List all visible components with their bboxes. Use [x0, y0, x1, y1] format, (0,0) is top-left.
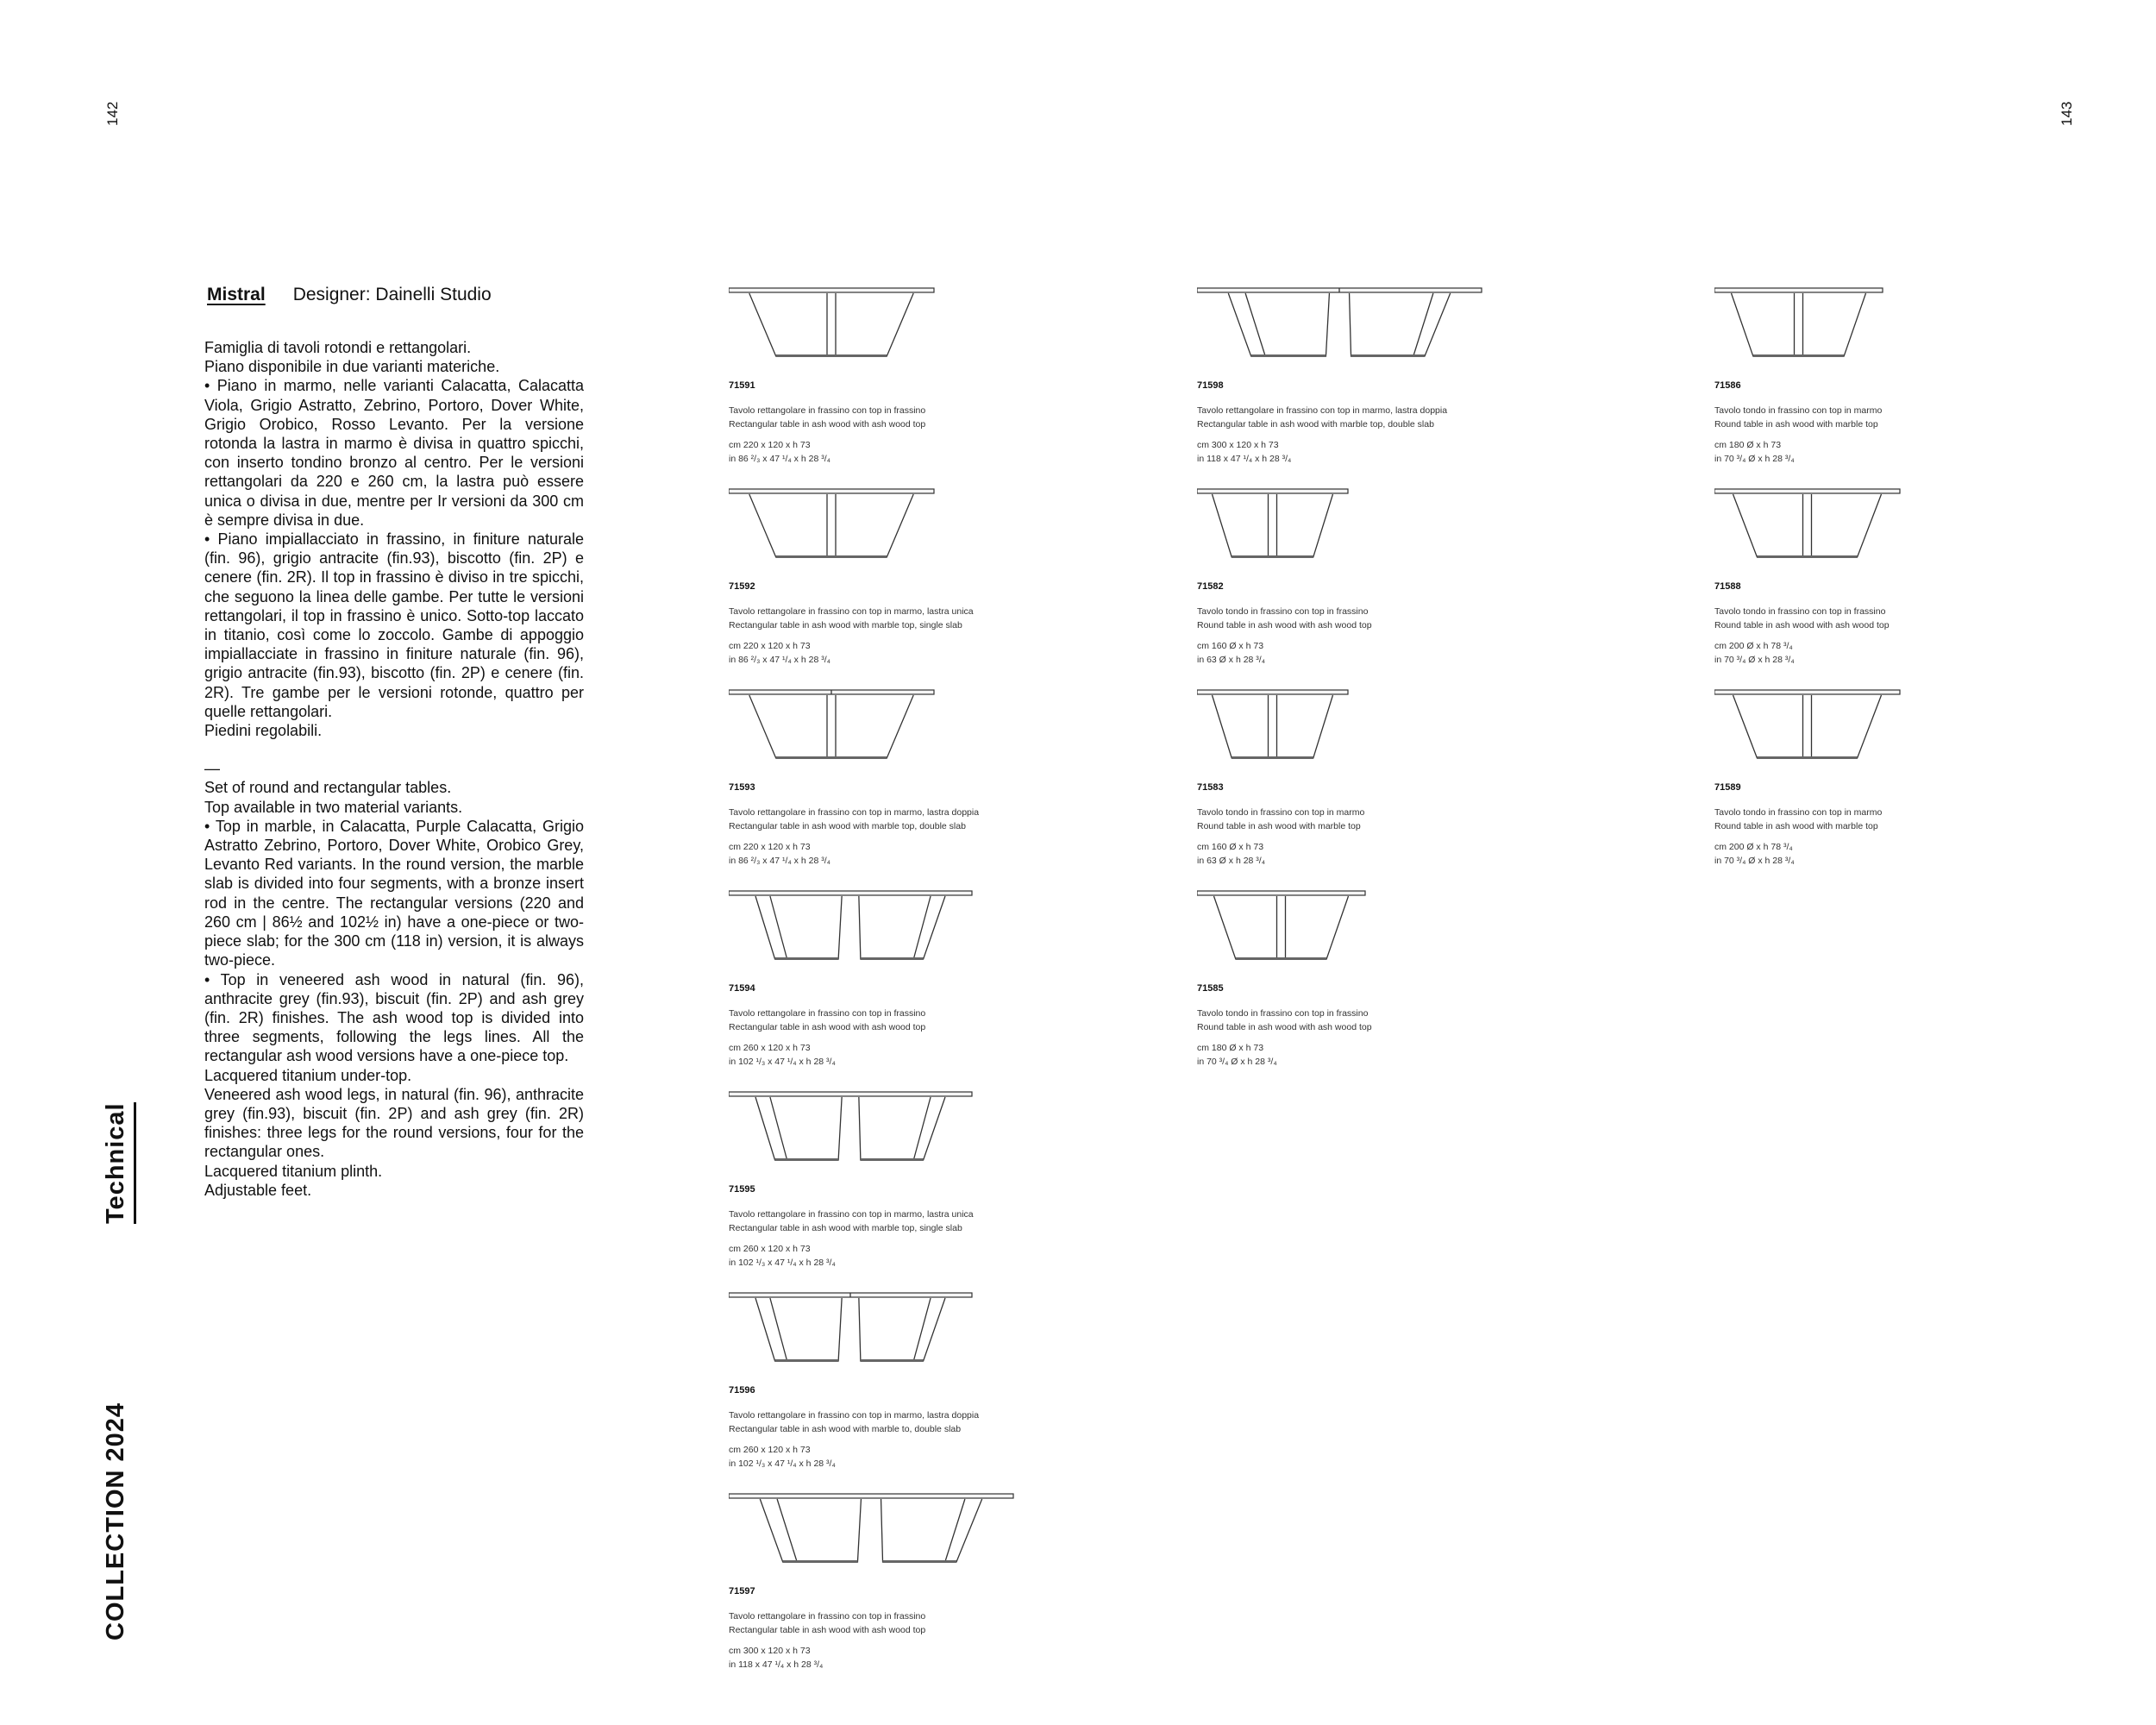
- product-desc-it: Tavolo rettangolare in frassino con top in marmo, lastra doppia: [729, 1410, 980, 1421]
- product-dims-cm: cm 220 x 120 x h 73: [729, 440, 811, 450]
- product-code: 71583: [1197, 782, 1224, 793]
- product-code: 71591: [729, 380, 755, 391]
- product-desc-en: Round table in ash wood with ash wood top: [1197, 620, 1372, 630]
- product-desc-en: Rectangular table in ash wood with ash wood top: [729, 1625, 926, 1635]
- product-item: [729, 488, 1091, 667]
- desc-en-line: Top available in two material variants.: [204, 798, 463, 816]
- table-drawing: [729, 1091, 1091, 1170]
- page-number-right: 143: [2059, 101, 2075, 126]
- product-dims-in: in 63 Ø x h 28 ³/₄: [1197, 856, 1265, 866]
- product-dims-in: in 70 ³/₄ Ø x h 28 ³/₄: [1714, 856, 1795, 866]
- product-dims-cm: cm 180 Ø x h 73: [1197, 1043, 1264, 1053]
- product-code: 71596: [729, 1385, 755, 1396]
- product-dims-in: in 63 Ø x h 28 ³/₄: [1197, 655, 1265, 665]
- desc-it-line: • Piano in marmo, nelle varianti Calacatta, Calacatta Viola, Grigio Astratto, Zebrino, Portoro, Dover White, Grigio Orobico, Rosso Levanto. Per la versione rotonda la lastra in marmo è divisa in quattro spicchi, con inserto tondino bronzo al centro. Per le versioni rettangolari da 220 e 260 cm, la lastra può essere unica o divisa in due, mentre per Ir versioni da 300 cm è sempre divisa in due.: [204, 377, 584, 529]
- table-drawing: [729, 1493, 1091, 1572]
- product-code: 71597: [729, 1586, 755, 1596]
- product-dims-cm: cm 200 Ø x h 78 ³/₄: [1714, 842, 1793, 852]
- product-desc-en: Rectangular table in ash wood with marble top, double slab: [1197, 419, 1434, 430]
- desc-it-line: • Piano impiallacciato in frassino, in finiture naturale (fin. 96), grigio antracite (fin.93), biscotto (fin. 2P) e cenere (fin. 2R). Il top in frassino è diviso in tre spicchi, che seguono la linea delle gambe. Per tutte le versioni rettangolari, il top in frassino è unico. Sotto-top laccato in titanio, così come lo zoccolo. Gambe di appoggio impiallacciate in frassino in finiture naturale (fin. 96), grigio antracite (fin.93), biscotto (fin. 2P) e cenere (fin. 2R). Tre gambe per le versioni rotonde, quattro per quelle rettangolari.: [204, 530, 584, 720]
- product-code: 71592: [729, 581, 755, 592]
- product-desc-it: Tavolo rettangolare in frassino con top in frassino: [729, 405, 926, 416]
- product-code: 71593: [729, 782, 755, 793]
- desc-it-line: Piedini regolabili.: [204, 722, 323, 740]
- table-drawing: [729, 488, 1091, 568]
- product-dims-in: in 70 ³/₄ Ø x h 28 ³/₄: [1714, 454, 1795, 464]
- product-desc-it: Tavolo tondo in frassino con top in marmo: [1714, 807, 1883, 818]
- product-code: 71594: [729, 983, 755, 994]
- desc-en-line: Veneered ash wood legs, in natural (fin. 96), anthracite grey (fin.93), biscuit (fin. 2P) and ash grey (fin. 2R) finishes: three legs for the round versions, four for the rectangular ones.: [204, 1085, 584, 1161]
- desc-en-line: Set of round and rectangular tables.: [204, 779, 452, 797]
- product-dims-cm: cm 260 x 120 x h 73: [729, 1244, 811, 1254]
- table-drawing: [1197, 287, 1559, 367]
- product-item: [729, 287, 1091, 466]
- table-drawing: [1197, 689, 1559, 768]
- product-desc-en: Round table in ash wood with marble top: [1197, 821, 1361, 831]
- product-desc-en: Rectangular table in ash wood with marble top, single slab: [729, 620, 962, 630]
- desc-en-line: • Top in veneered ash wood in natural (fin. 96), anthracite grey (fin.93), biscuit (fin. 2P) and ash grey (fin. 2R) finishes. The ash wood top is divided into three segments, following the legs lines. All the rectangular ash wood versions have a one-piece top.: [204, 970, 584, 1065]
- product-dims-cm: cm 260 x 120 x h 73: [729, 1445, 811, 1455]
- product-dims-cm: cm 300 x 120 x h 73: [1197, 440, 1279, 450]
- table-drawing: [1714, 488, 2077, 568]
- table-drawing: [1197, 890, 1559, 969]
- table-drawing: [729, 1292, 1091, 1371]
- product-item: [1714, 689, 2077, 868]
- table-drawing: [1714, 689, 2077, 768]
- product-dims-in: in 102 ¹/₃ x 47 ¹/₄ x h 28 ³/₄: [729, 1458, 836, 1469]
- table-drawing: [1714, 287, 2077, 367]
- product-item: [1197, 689, 1559, 868]
- product-desc-it: Tavolo rettangolare in frassino con top in frassino: [729, 1008, 926, 1019]
- product-desc-it: Tavolo rettangolare in frassino con top in marmo, lastra unica: [729, 606, 974, 617]
- product-item: [729, 1292, 1091, 1471]
- product-desc-en: Rectangular table in ash wood with ash wood top: [729, 419, 926, 430]
- product-desc-it: Tavolo rettangolare in frassino con top in marmo, lastra unica: [729, 1209, 974, 1220]
- page-number-left: 142: [104, 101, 121, 126]
- product-item: [1714, 488, 2077, 667]
- product-item: [729, 890, 1091, 1069]
- desc-separator: —: [204, 760, 220, 778]
- product-dims-cm: cm 180 Ø x h 73: [1714, 440, 1782, 450]
- desc-it-line: Famiglia di tavoli rotondi e rettangolari.: [204, 339, 472, 356]
- product-dims-cm: cm 220 x 120 x h 73: [729, 842, 811, 852]
- product-header: [207, 285, 492, 305]
- product-code: 71585: [1197, 983, 1224, 994]
- product-desc-it: Tavolo tondo in frassino con top in frassino: [1197, 606, 1369, 617]
- desc-en-line: • Top in marble, in Calacatta, Purple Calacatta, Grigio Astratto Zebrino, Portoro, Dover White, Orobico Grey, Levanto Red variants. In the round version, the marble slab is divided into four segments, with a bronze insert rod in the centre. The rectangular versions (220 and 260 cm | 86½ and 102½ in) have a one-piece or two-piece slab; for the 300 cm (118 in) version, it is always two-piece.: [204, 817, 584, 969]
- product-dims-in: in 70 ³/₄ Ø x h 28 ³/₄: [1714, 655, 1795, 665]
- product-dims-cm: cm 260 x 120 x h 73: [729, 1043, 811, 1053]
- product-description: [204, 338, 584, 1200]
- product-dims-in: in 86 ²/₃ x 47 ¹/₄ x h 28 ³/₄: [729, 655, 830, 665]
- product-desc-en: Round table in ash wood with marble top: [1714, 821, 1878, 831]
- product-desc-en: Round table in ash wood with ash wood top: [1197, 1022, 1372, 1032]
- product-dims-cm: cm 200 Ø x h 78 ³/₄: [1714, 641, 1793, 651]
- product-code: 71586: [1714, 380, 1741, 391]
- product-item: [1197, 287, 1559, 466]
- product-item: [1714, 287, 2077, 466]
- product-dims-in: in 86 ²/₃ x 47 ¹/₄ x h 28 ³/₄: [729, 856, 830, 866]
- collection-label: COLLECTION 2024: [102, 1402, 129, 1640]
- product-code: 71588: [1714, 581, 1741, 592]
- product-dims-cm: cm 300 x 120 x h 73: [729, 1646, 811, 1656]
- product-code: 71589: [1714, 782, 1741, 793]
- product-dims-in: in 70 ³/₄ Ø x h 28 ³/₄: [1197, 1057, 1277, 1067]
- desc-en-line: Lacquered titanium under-top.: [204, 1066, 412, 1084]
- product-code: 71582: [1197, 581, 1224, 592]
- product-item: [729, 1493, 1091, 1672]
- desc-it-line: Piano disponibile in due varianti materiche.: [204, 358, 500, 376]
- product-desc-it: Tavolo rettangolare in frassino con top in frassino: [729, 1611, 926, 1622]
- product-dims-in: in 102 ¹/₃ x 47 ¹/₄ x h 28 ³/₄: [729, 1057, 836, 1067]
- product-desc-en: Round table in ash wood with marble top: [1714, 419, 1878, 430]
- product-item: [1197, 890, 1559, 1069]
- product-code: 71598: [1197, 380, 1224, 391]
- product-desc-en: Rectangular table in ash wood with marble top, double slab: [729, 821, 966, 831]
- section-label: Technical: [102, 1102, 136, 1224]
- product-dims-cm: cm 160 Ø x h 73: [1197, 641, 1264, 651]
- product-desc-it: Tavolo rettangolare in frassino con top in marmo, lastra doppia: [729, 807, 980, 818]
- product-desc-it: Tavolo tondo in frassino con top in marmo: [1197, 807, 1365, 818]
- product-dims-in: in 86 ²/₃ x 47 ¹/₄ x h 28 ³/₄: [729, 454, 830, 464]
- product-desc-it: Tavolo tondo in frassino con top in marmo: [1714, 405, 1883, 416]
- product-desc-it: Tavolo tondo in frassino con top in frassino: [1197, 1008, 1369, 1019]
- product-desc-en: Round table in ash wood with ash wood top: [1714, 620, 1890, 630]
- table-drawing: [1197, 488, 1559, 568]
- product-item: [1197, 488, 1559, 667]
- product-name: Mistral: [207, 285, 266, 304]
- product-dims-in: in 102 ¹/₃ x 47 ¹/₄ x h 28 ³/₄: [729, 1258, 836, 1268]
- product-desc-it: Tavolo tondo in frassino con top in frassino: [1714, 606, 1886, 617]
- product-desc-it: Tavolo rettangolare in frassino con top in marmo, lastra doppia: [1197, 405, 1448, 416]
- product-desc-en: Rectangular table in ash wood with marble top, single slab: [729, 1223, 962, 1233]
- designer-name: Designer: Dainelli Studio: [292, 285, 492, 304]
- table-drawing: [729, 287, 1091, 367]
- desc-en-line: Lacquered titanium plinth.: [204, 1162, 383, 1180]
- product-desc-en: Rectangular table in ash wood with ash wood top: [729, 1022, 926, 1032]
- product-code: 71595: [729, 1184, 755, 1195]
- product-item: [729, 1091, 1091, 1270]
- product-dims-in: in 118 x 47 ¹/₄ x h 28 ³/₄: [729, 1659, 824, 1670]
- product-dims-in: in 118 x 47 ¹/₄ x h 28 ³/₄: [1197, 454, 1292, 464]
- product-dims-cm: cm 220 x 120 x h 73: [729, 641, 811, 651]
- product-dims-cm: cm 160 Ø x h 73: [1197, 842, 1264, 852]
- table-drawing: [729, 689, 1091, 768]
- table-drawing: [729, 890, 1091, 969]
- product-desc-en: Rectangular table in ash wood with marble to, double slab: [729, 1424, 962, 1434]
- desc-en-line: Adjustable feet.: [204, 1181, 312, 1199]
- product-item: [729, 689, 1091, 868]
